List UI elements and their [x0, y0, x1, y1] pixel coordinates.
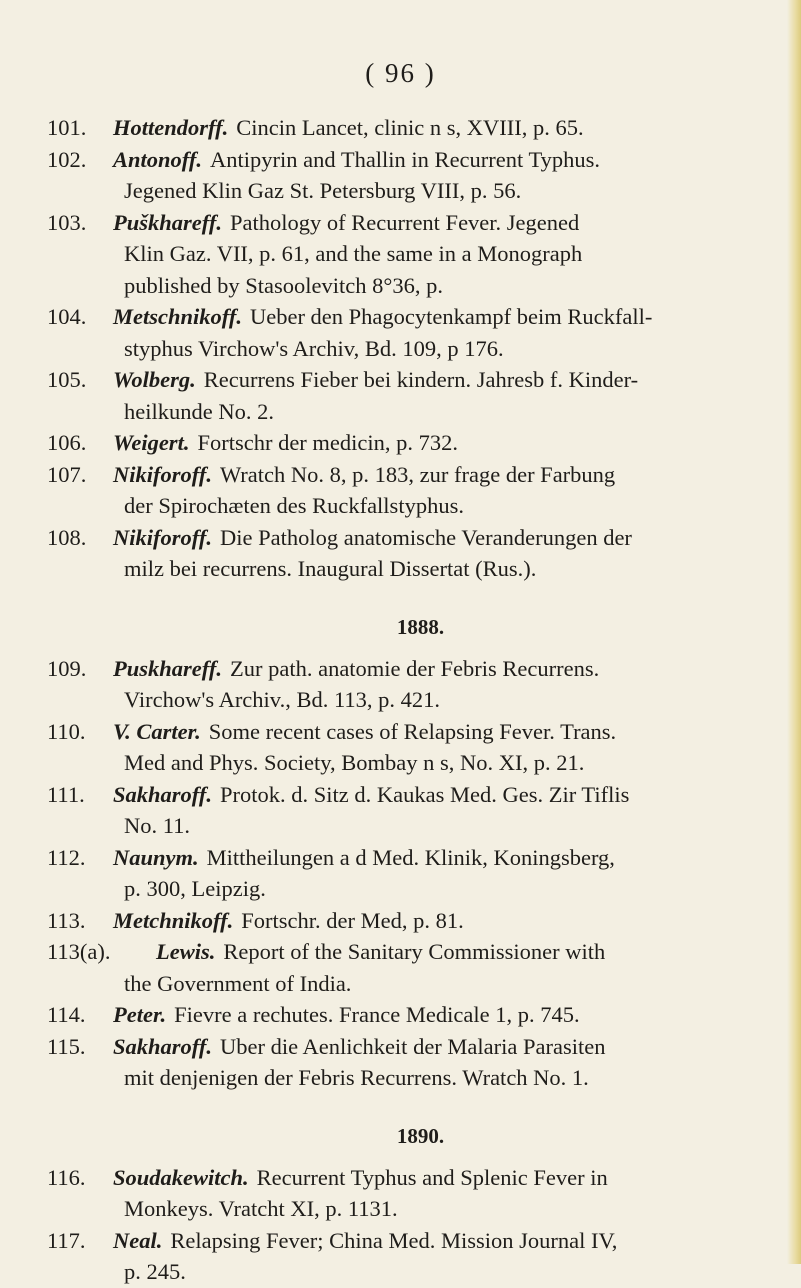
entry-text — [113, 459, 764, 522]
entry-line — [113, 427, 764, 459]
year-heading: 1890. — [396, 1123, 445, 1148]
entry-line-text: Fortschr. der Med, p. 81. — [241, 907, 464, 933]
entry-line-text: Antipyrin and Thallin in Recurrent Typhus. — [210, 146, 601, 172]
entry-line-text: Fortschr der medicin, p. 732. — [197, 430, 459, 455]
entry-line-text: published by Stasoolevitch 8°36, p. — [124, 272, 443, 298]
entry-author: Nikiforoff. — [113, 524, 212, 550]
bibliography-entry — [0, 459, 801, 522]
entry-number: 113. — [47, 907, 86, 933]
entry-line-text: the Government of India. — [124, 970, 352, 996]
entry-line-text: Die Patholog anatomische Veranderungen der — [219, 524, 632, 550]
entry-author: Puskhareff. — [113, 655, 222, 681]
entry-author: Naunym. — [113, 844, 199, 870]
entry-line — [124, 1062, 764, 1094]
entry-line-text: Uber die Aenlichkeit der Malaria Parasiten — [220, 1033, 606, 1059]
year-heading: 1888. — [396, 614, 445, 639]
entry-text — [113, 842, 764, 905]
entry-line-text: Report of the Sanitary Commissioner with — [223, 939, 606, 964]
entry-text — [113, 144, 764, 207]
entry-line-text: milz bei recurrens. Inaugural Dissertat (Rus.). — [124, 556, 537, 581]
bibliography-entry — [0, 207, 801, 302]
entry-line — [124, 238, 764, 270]
entry-line — [113, 999, 764, 1031]
entry-line — [113, 459, 764, 491]
entry-line-text: der Spirochæten des Ruckfallstyphus. — [124, 493, 464, 518]
entry-number: 113(a). — [47, 939, 111, 964]
entry-number: 101. — [47, 115, 87, 140]
entry-line — [124, 490, 764, 522]
entry-line — [113, 1225, 764, 1257]
entry-text — [113, 301, 764, 364]
entry-author: Metschnikoff. — [113, 304, 242, 329]
entry-line — [113, 842, 764, 874]
bibliography-entry — [0, 1225, 801, 1288]
entry-number: 106. — [47, 430, 87, 455]
entry-number: 102. — [47, 146, 87, 172]
entry-text — [113, 779, 764, 842]
entry-author: Sakharoff. — [113, 781, 212, 807]
entry-line-text: Relapsing Fever; China Med. Mission Journal IV, — [170, 1227, 618, 1253]
entry-number: 103. — [47, 209, 87, 235]
bibliography-entry — [0, 936, 801, 999]
entry-text — [113, 653, 764, 716]
entry-number: 115. — [47, 1033, 86, 1059]
entry-number: 116. — [47, 1164, 86, 1190]
entry-line-text: styphus Virchow's Archiv, Bd. 109, p 176. — [124, 335, 504, 361]
entry-number: 112. — [47, 844, 86, 870]
entry-number: 104. — [47, 304, 87, 329]
entry-author: Weigert. — [113, 430, 190, 455]
entry-number: 108. — [47, 524, 87, 550]
bibliography-entry — [0, 716, 801, 779]
entry-line-text: Wratch No. 8, p. 183, zur frage der Farbung — [219, 461, 616, 487]
entry-line — [113, 1031, 764, 1063]
entry-line — [124, 1256, 764, 1288]
entry-line — [113, 301, 764, 333]
entry-number: 111. — [47, 781, 85, 807]
entry-line — [156, 936, 764, 968]
entry-text — [113, 716, 764, 779]
entry-line-text: Klin Gaz. VII, p. 61, and the same in a Monograph — [124, 241, 583, 266]
entry-author: Wolberg. — [113, 367, 196, 392]
entry-text — [113, 427, 764, 459]
entry-number: 114. — [47, 1002, 86, 1027]
entry-line — [113, 112, 764, 144]
entry-line — [124, 810, 764, 842]
entry-line-text: Cincin Lancet, clinic n s, XVIII, p. 65. — [236, 115, 584, 140]
entry-author: Lewis. — [156, 939, 216, 964]
entry-author: Neal. — [113, 1227, 163, 1253]
entry-line-text: p. 300, Leipzig. — [124, 876, 266, 901]
entry-line-text: Pathology of Recurrent Fever. Jegened — [229, 209, 580, 235]
bibliography-entry — [0, 999, 801, 1031]
bibliography-entry — [0, 427, 801, 459]
entry-line-text: mit denjenigen der Febris Recurrens. Wratch No. 1. — [124, 1065, 589, 1090]
bibliography-entry — [0, 1162, 801, 1225]
entry-line — [124, 747, 764, 779]
entry-author: Puškhareff. — [113, 209, 222, 235]
bibliography-list — [0, 112, 801, 1288]
entry-number: 110. — [47, 718, 86, 744]
entry-line-text: Ueber den Phagocytenkampf beim Ruckfall- — [249, 304, 653, 329]
entry-line-text: Zur path. anatomie der Febris Recurrens. — [229, 655, 600, 681]
entry-number: 117. — [47, 1227, 86, 1253]
entry-author: Nikiforoff. — [113, 461, 212, 487]
bibliography-entry — [0, 144, 801, 207]
entry-text — [113, 207, 764, 302]
entry-line — [124, 684, 764, 716]
bibliography-entry — [0, 779, 801, 842]
entry-line — [124, 175, 764, 207]
entry-line-text: Fievre a rechutes. France Medicale 1, p. 745. — [174, 1002, 580, 1027]
entry-line — [113, 905, 764, 937]
bibliography-entry — [0, 301, 801, 364]
bibliography-entry — [0, 842, 801, 905]
entry-author: Hottendorff. — [113, 115, 229, 140]
entry-text — [113, 522, 764, 585]
entry-author: Antonoff. — [113, 146, 202, 172]
entry-line-text: Jegened Klin Gaz St. Petersburg VIII, p. 56. — [124, 178, 522, 203]
entry-line-text: Recurrent Typhus and Splenic Fever in — [256, 1164, 608, 1190]
entry-line-text: p. 245. — [124, 1259, 186, 1284]
bibliography-entry — [0, 905, 801, 937]
entry-line-text: Monkeys. Vratcht XI, p. 1131. — [124, 1196, 398, 1221]
entry-text — [113, 1162, 764, 1225]
entry-line-text: Recurrens Fieber bei kindern. Jahresb f. Kinder- — [203, 367, 639, 392]
entry-line — [124, 553, 764, 585]
entry-line — [113, 364, 764, 396]
bibliography-entry — [0, 653, 801, 716]
entry-line-text: Virchow's Archiv., Bd. 113, p. 421. — [124, 687, 441, 712]
entry-author: Peter. — [113, 1002, 167, 1027]
entry-text — [113, 999, 764, 1031]
entry-line — [124, 333, 764, 365]
entry-line — [113, 779, 764, 811]
entry-line — [124, 968, 764, 1000]
entry-author: Sakharoff. — [113, 1033, 212, 1059]
entry-line — [124, 396, 764, 428]
entry-text — [113, 112, 764, 144]
entry-line — [113, 653, 764, 685]
entry-line-text: Some recent cases of Relapsing Fever. Trans. — [208, 718, 617, 744]
entry-number: 107. — [47, 461, 87, 487]
entry-line-text: No. 11. — [124, 813, 191, 838]
entry-text — [124, 936, 764, 999]
entry-text — [113, 1031, 764, 1094]
entry-line-text: heilkunde No. 2. — [124, 398, 274, 424]
entry-text — [113, 364, 764, 427]
entry-author: Metchnikoff. — [113, 907, 234, 933]
bibliography-entry — [0, 1031, 801, 1094]
entry-number: 105. — [47, 367, 87, 392]
bibliography-entry — [0, 522, 801, 585]
page-number: ( 96 ) — [365, 58, 436, 88]
entry-line — [124, 1193, 764, 1225]
entry-line — [113, 522, 764, 554]
entry-line — [124, 873, 764, 905]
entry-line-text: Mittheilungen a d Med. Klinik, Koningsberg, — [206, 844, 615, 870]
entry-number: 109. — [47, 655, 87, 681]
entry-line — [113, 1162, 764, 1194]
entry-line-text: Med and Phys. Society, Bombay n s, No. XI, p. 21. — [124, 750, 585, 775]
entry-line — [113, 207, 764, 239]
bibliography-entry — [0, 364, 801, 427]
entry-line — [113, 144, 764, 176]
entry-text — [113, 1225, 764, 1288]
entry-line — [124, 270, 764, 302]
entry-line — [113, 716, 764, 748]
entry-line-text: Protok. d. Sitz d. Kaukas Med. Ges. Zir Tiflis — [220, 781, 630, 807]
entry-author: V. Carter. — [113, 718, 201, 744]
entry-author: Soudakewitch. — [113, 1164, 249, 1190]
entry-text — [113, 905, 764, 937]
bibliography-entry — [0, 112, 801, 144]
